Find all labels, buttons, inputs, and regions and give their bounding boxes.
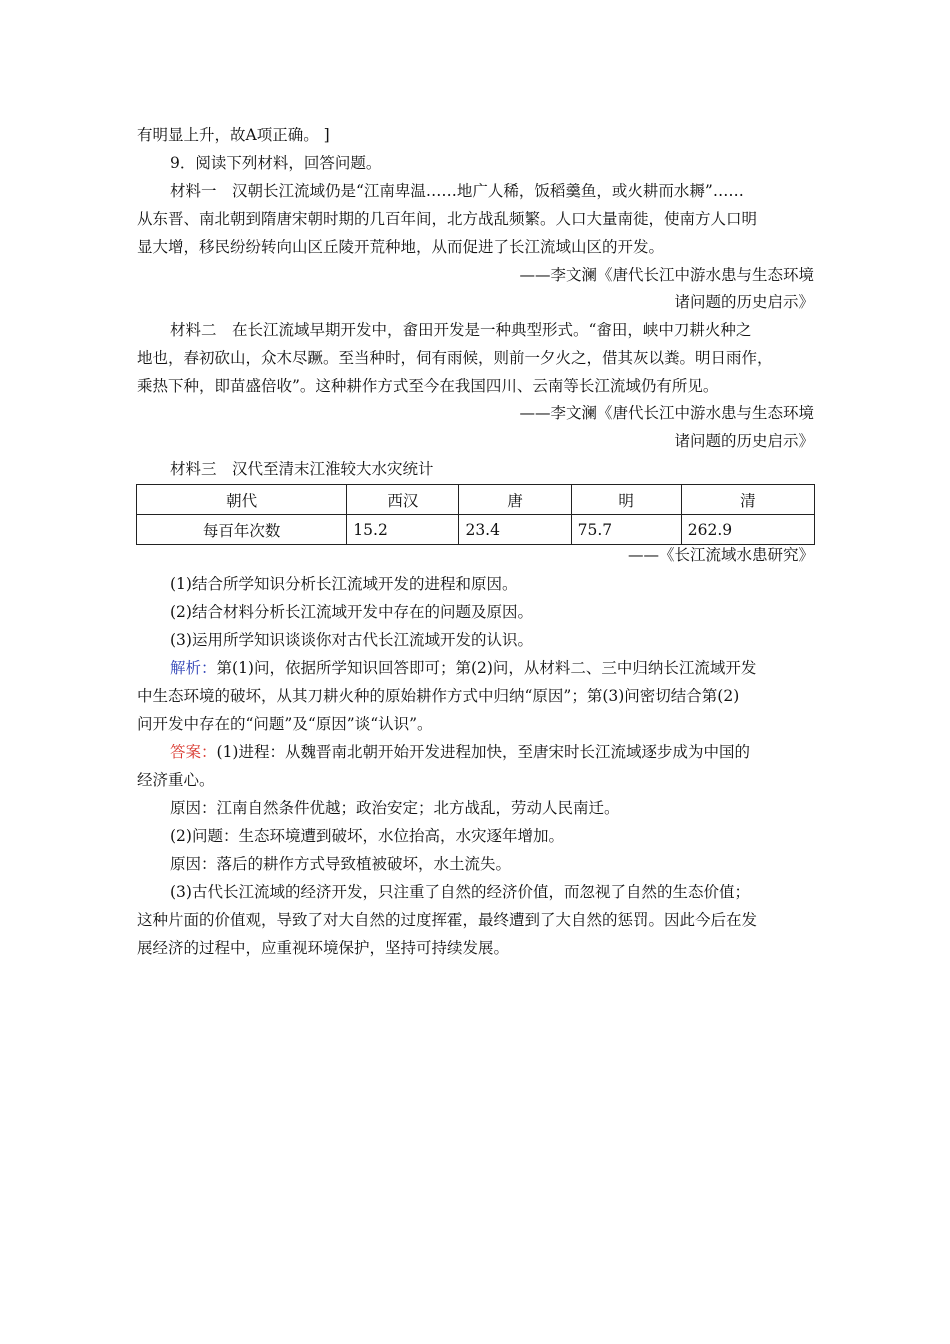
answer-line [170, 742, 750, 762]
material-3-title: 材料三 汉代至清末江淮较大水灾统计 [170, 460, 434, 478]
material-1-line: 材料一 汉朝长江流域仍是“江南卑温……地广人稀，饭稻羹鱼，或火耕而水耨”…… [170, 182, 744, 200]
sub-question-2: (2)结合材料分析长江流域开发中存在的问题及原因。 [170, 603, 533, 621]
answer-line: 展经济的过程中，应重视环境保护，坚持可持续发展。 [137, 939, 510, 957]
table-cell: 每百年次数 [137, 515, 347, 545]
question-number: 9．阅读下列材料，回答问题。 [170, 154, 382, 172]
material-2-line: 乘热下种，即苗盛倍收”。这种耕作方式至今在我国四川、云南等长江流域仍有所见。 [137, 377, 719, 395]
answer-line: 原因：落后的耕作方式导致植被破坏，水土流失。 [170, 855, 512, 873]
material-1-line: 显大增，移民纷纷转向山区丘陵开荒种地，从而促进了长江流域山区的开发。 [137, 238, 665, 256]
material-1-line: 从东晋、南北朝到隋唐宋朝时期的几百年间，北方战乱频繁。人口大量南徙，使南方人口明 [137, 210, 758, 228]
table-header-row [137, 485, 815, 515]
table-source: ——《长江流域水患研究》 [627, 546, 814, 564]
sub-question-3: (3)运用所学知识谈谈你对古代长江流域开发的认识。 [170, 631, 533, 649]
table-cell: 75.7 [571, 515, 681, 545]
table-header-cell: 朝代 [137, 485, 347, 515]
material-2-line: 材料二 在长江流域早期开发中，畲田开发是一种典型形式。“畲田，峡中刀耕火种之 [170, 321, 752, 339]
text-line: 有明显上升，故A项正确。 ] [137, 126, 330, 144]
table-cell: 262.9 [681, 515, 814, 545]
answer-text: (1)进程：从魏晋南北朝开始开发进程加快，至唐宋时长江流域逐步成为中国的 [216, 743, 750, 761]
analysis-line: 中生态环境的破坏，从其刀耕火种的原始耕作方式中归纳“原因”；第(3)问密切结合第(2) [137, 687, 740, 705]
sub-question-1: (1)结合所学知识分析长江流域开发的进程和原因。 [170, 575, 518, 593]
answer-line: 这种片面的价值观，导致了对大自然的过度挥霍，最终遭到了大自然的惩罚。因此今后在发 [137, 911, 758, 929]
table-row [137, 515, 815, 545]
answer-line: 经济重心。 [137, 771, 215, 789]
table-header-cell: 明 [571, 485, 681, 515]
table-header-cell: 清 [681, 485, 814, 515]
material-2-source: ——李文澜《唐代长江中游水患与生态环境 [519, 404, 814, 422]
table-cell: 23.4 [459, 515, 571, 545]
answer-line: (2)问题：生态环境遭到破坏，水位抬高，水灾逐年增加。 [170, 827, 564, 845]
answer-line: (3)古代长江流域的经济开发，只注重了自然的经济价值，而忽视了自然的生态价值； [170, 883, 750, 901]
analysis-line [170, 658, 756, 678]
answer-line: 原因：江南自然条件优越；政治安定；北方战乱，劳动人民南迁。 [170, 799, 620, 817]
material-2-line: 地也，春初砍山，众木尽蹶。至当种时，伺有雨候，则前一夕火之，借其灰以粪。明日雨作， [137, 349, 773, 367]
table-cell: 15.2 [347, 515, 459, 545]
analysis-label: 解析： [170, 659, 217, 677]
analysis-text: 第(1)问，依据所学知识回答即可；第(2)问，从材料二、三中归纳长江流域开发 [216, 659, 757, 677]
analysis-line: 问开发中存在的“问题”及“原因”谈“认识”。 [137, 715, 433, 733]
answer-label: 答案： [170, 743, 217, 761]
flood-statistics-table [136, 484, 815, 545]
table-header-cell: 西汉 [347, 485, 459, 515]
table-header-cell: 唐 [459, 485, 571, 515]
material-1-source: 诸问题的历史启示》 [674, 293, 814, 311]
material-2-source: 诸问题的历史启示》 [674, 432, 814, 450]
material-1-source: ——李文澜《唐代长江中游水患与生态环境 [519, 266, 814, 284]
